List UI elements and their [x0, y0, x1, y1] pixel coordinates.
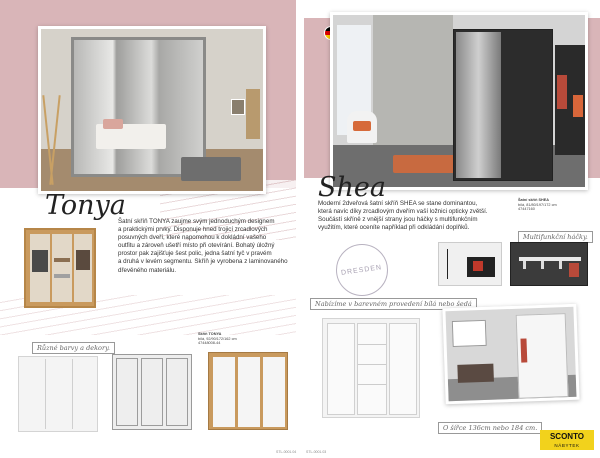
- sconto-logo-sub: NÁBYTEK: [554, 443, 580, 448]
- pillow: [103, 119, 123, 129]
- tonya-title: Tonya: [45, 190, 126, 221]
- tonya-wardrobe-mirror: [71, 37, 206, 177]
- tonya-white-wardrobe: [18, 356, 98, 432]
- color-options-caption: Nabízíme v barevném provedení bílá nebo šedá: [310, 298, 477, 310]
- dresden-stamp-text: DRESDEN: [341, 263, 383, 277]
- shea-description-line: Moderní 2dveřová šatní skříň SHEA se stane dominantou,: [318, 200, 478, 207]
- tonya-spec-name: Skříň TONYA: [198, 332, 222, 336]
- hooks-caption: Multifunkční háčky.: [518, 231, 593, 243]
- tonya-description-line: posuvných dveří, které napomohou k dokládní vašeho: [118, 234, 267, 242]
- tonya-spec-code: 47448008-44: [198, 341, 221, 346]
- orange-pillow: [353, 121, 371, 131]
- tonya-description-line: a druhá v levém segmentu. Skříň je vyrobena z laminovaného: [118, 258, 288, 266]
- tonya-spec-dims: bílá, 92/90/172/162 cm: [198, 336, 237, 341]
- tonya-description: [118, 218, 296, 275]
- width-caption: O šířce 136cm nebo 184 cm.: [438, 422, 542, 434]
- left-page-code: STL-0001.04: [276, 450, 297, 454]
- shea-wardrobe-dark: [453, 29, 553, 181]
- tonya-description-line: outfitu a zároveň ušetří místo při otevírání. Bohatý úložný: [118, 242, 275, 250]
- shea-description-line: která navíc díky zrcadlovým dveřím vaší ložnici opticky zvětší.: [318, 208, 488, 216]
- hooks-photo-2: [510, 242, 588, 286]
- tonya-oak-wardrobe: [208, 352, 288, 430]
- tonya-description-line: a praktickými prvky. Disponuje hned trojicí zrcadlových: [118, 226, 268, 234]
- tonya-description-line: dřevěného materiálu.: [118, 266, 177, 274]
- shea-room-photo: [330, 12, 588, 190]
- shea-description-line: využitím, které oceníte například při odkládání doplňků.: [318, 224, 470, 232]
- shelf-plant: [246, 89, 260, 139]
- shea-description: [318, 200, 516, 232]
- dresden-stamp: [336, 244, 388, 296]
- shea-hallway-photo: [442, 304, 579, 405]
- hanging-clothes: [557, 75, 567, 109]
- easel-decoration: [45, 95, 59, 185]
- tonya-description-line: prostor pak zajišťuje šest polic, jedna šatní tyč v pravém: [118, 250, 272, 258]
- sconto-logo: [540, 430, 594, 450]
- tonya-interior-photo: [24, 228, 96, 308]
- ottoman: [181, 157, 241, 181]
- shea-title: Shea: [318, 172, 386, 203]
- right-page-code: STL-0001.03: [306, 450, 327, 454]
- wall-art: [231, 99, 245, 115]
- colors-caption: Různé barvy a dekory.: [32, 342, 115, 354]
- shea-white-wardrobe-open: [322, 318, 420, 418]
- tonya-spec: [198, 332, 237, 346]
- hooks-photo-1: [438, 242, 502, 286]
- shea-spec: [518, 198, 557, 212]
- hanging-bag: [573, 95, 583, 117]
- tonya-description-line: Šatní skříň TONYA zaujme svým jednoduchým designem: [118, 218, 275, 225]
- tonya-white-gray-wardrobe: [112, 354, 192, 430]
- shea-spec-code: 47447160: [518, 207, 535, 212]
- shea-description-line: Součástí skříně z vnější strany jsou háčky s multifunkčním: [318, 216, 478, 224]
- tonya-bedroom-photo: [38, 26, 266, 194]
- shea-spec-name: Šatní skříň SHEA: [518, 198, 550, 202]
- shea-spec-dims: bílá, 81/80/197/172 cm: [518, 202, 557, 207]
- sconto-logo-name: SCONTO: [549, 432, 585, 441]
- wallpaper: [373, 15, 453, 145]
